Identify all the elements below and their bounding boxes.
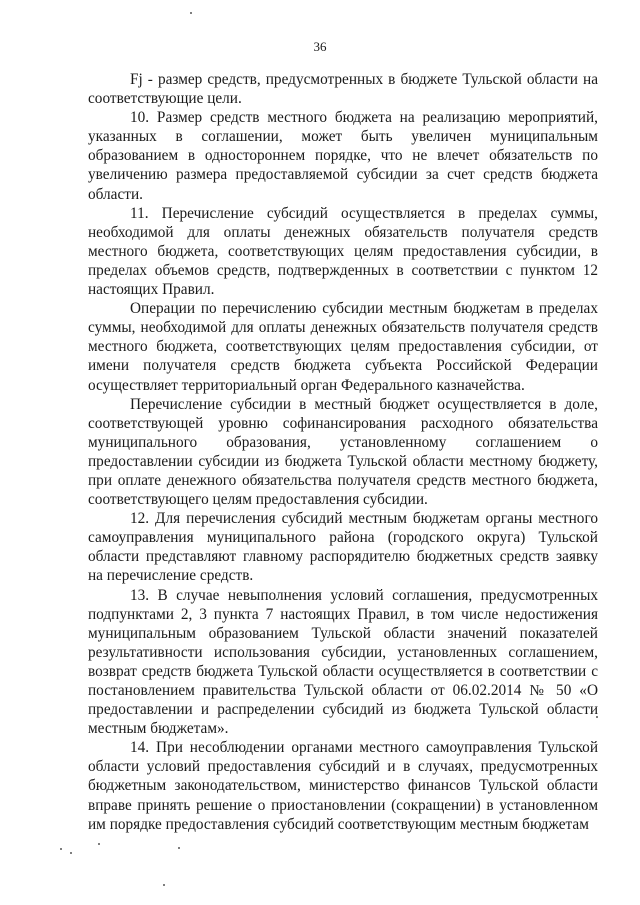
scan-speck: [98, 843, 100, 845]
paragraph-item-14: 14. При несоблюдении органами местного самоуправления Тульской области условий предоставления субсидий и в случаях, предусмотренных бюджетным законодательством, министерство финансов Тульской области вправе принять решение о приостановлении (сокращении) в установленном им порядке предоставления субсидий соответствующим местным бюджетам: [88, 739, 598, 833]
paragraph-item-10: 10. Размер средств местного бюджета на реализацию мероприятий, указанных в соглашении, может быть увеличен муниципальным образованием в одностороннем порядке, что не влечет обязательств по увеличению размера предоставляемой субсидии за счет средств бюджета области.: [88, 109, 598, 203]
paragraph-item-12: 12. Для перечисления субсидий местным бюджетам органы местного самоуправления муниципального района (городского округа) Тульской области представляют главному распорядителю бюджетных средств заявку на перечисление средств.: [88, 510, 598, 585]
scan-speck: [178, 847, 180, 849]
paragraph-cofinancing-share: Перечисление субсидии в местный бюджет осуществляется в доле, соответствующей уровню софинансирования расходного обязательства муниципального образования, установленному соглашением о предоставлении субсидии из бюджета Тульской области местному бюджету, при оплате денежного обязательства получателя средств местного бюджета, соответствующего целям предоставления субсидии.: [88, 395, 598, 509]
document-body: [88, 70, 598, 834]
paragraph-item-13: 13. В случае невыполнения условий соглашения, предусмотренных подпунктами 2, 3 пункта 7 настоящих Правил, в том числе недостижения муниципальным образованием Тульской области значений показателей результативности использования субсидии, установленных соглашением, возврат средств бюджета Тульской области осуществляется в соответствии с постановлением правительства Тульской области от 06.02.2014 № 50 «О предоставлении и распределении субсидий из бюджета Тульской области местным бюджетам».: [88, 586, 598, 738]
paragraph-treasury-operations: Операции по перечислению субсидии местным бюджетам в пределах суммы, необходимой для оплаты денежных обязательств получателя средств местного бюджета, соответствующих целям предоставления субсидии, от имени получателя средств бюджета субъекта Российской Федерации осуществляет территориальный орган Федерального казначейства.: [88, 300, 598, 394]
scan-speck: [60, 848, 62, 850]
paragraph-item-11: 11. Перечисление субсидий осуществляется в пределах суммы, необходимой для оплаты денежных обязательств получателя средств местного бюджета, соответствующих целям предоставления субсидии, в пределах объемов средств, подтвержденных в соответствии с пунктом 12 настоящих Правил.: [88, 204, 598, 299]
scan-speck: [190, 12, 192, 14]
paragraph-fj-definition: Fj - размер средств, предусмотренных в бюджете Тульской области на соответствующие цели.: [88, 71, 598, 108]
scan-speck: [163, 884, 165, 886]
page-number: 36: [313, 39, 327, 54]
scan-speck: [70, 852, 72, 854]
